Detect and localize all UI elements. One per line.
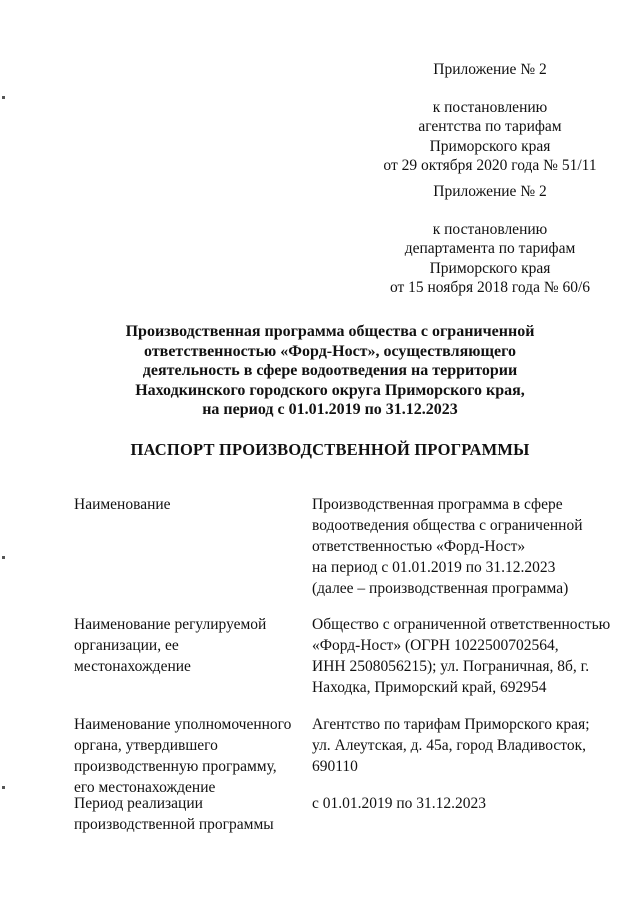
- title-line: деятельность в сфере водоотведения на территории: [142, 362, 518, 379]
- passport-heading: ПАСПОРТ ПРОИЗВОДСТВЕННОЙ ПРОГРАММЫ: [130, 440, 530, 459]
- appendix-line: от 15 ноября 2018 года № 60/6: [389, 279, 591, 296]
- appendix-line: Приморского края: [429, 259, 551, 277]
- label-line: производственную программу,: [74, 758, 277, 775]
- value-line: Агентство по тарифам Приморского края;: [312, 716, 590, 733]
- document-title: [60, 322, 600, 420]
- appendix-line: агентства по тарифам: [418, 118, 562, 135]
- value-line: Производственная программа в сфере: [312, 496, 563, 513]
- label-line: Наименование: [74, 496, 171, 513]
- value-line: «Форд-Ност» (ОГРН 1022500702564,: [312, 637, 559, 654]
- row-value: [312, 793, 612, 814]
- label-line: Наименование регулируемой: [74, 616, 267, 633]
- appendix-header-original: [360, 182, 620, 298]
- label-line: Наименование уполномоченного: [74, 716, 292, 733]
- row-label: [74, 793, 299, 835]
- label-line: его местонахождение: [74, 779, 216, 796]
- row-label: [74, 494, 299, 515]
- scan-mark: [2, 786, 5, 789]
- label-line: органа, утвердившего: [74, 737, 218, 754]
- value-line: (далее – производственная программа): [312, 580, 569, 597]
- row-value: [312, 494, 612, 599]
- appendix-line: к постановлению: [432, 98, 548, 116]
- value-line: водоотведения общества с ограниченной: [312, 517, 583, 534]
- label-line: производственной программы: [74, 816, 274, 833]
- appendix-header-current: [360, 60, 620, 176]
- row-value: [312, 614, 612, 698]
- value-line: 690110: [312, 758, 358, 775]
- value-line: Общество с ограниченной ответственностью: [312, 616, 611, 633]
- label-line: Период реализации: [74, 795, 203, 812]
- appendix-line: Приморского края: [429, 137, 551, 155]
- row-label: [74, 614, 299, 677]
- title-line: Находкинского городского округа Приморского края,: [135, 381, 525, 399]
- appendix-title: Приложение № 2: [433, 61, 547, 78]
- value-line: ответственностью «Форд-Ност»: [312, 538, 526, 555]
- scan-mark: [2, 556, 5, 559]
- title-line: Производственная программа общества с ограниченной: [125, 323, 535, 340]
- appendix-line: к постановлению: [432, 220, 548, 238]
- appendix-line: департамента по тарифам: [404, 240, 576, 257]
- scan-mark: [2, 96, 5, 99]
- value-line: на период с 01.01.2019 по 31.12.2023: [312, 559, 556, 576]
- label-line: местонахождение: [74, 658, 191, 675]
- value-line: с 01.01.2019 по 31.12.2023: [312, 795, 487, 812]
- value-line: Находка, Приморский край, 692954: [312, 679, 547, 696]
- title-line: ответственностью «Форд-Ност», осуществляющего: [144, 342, 516, 360]
- row-value: [312, 714, 612, 777]
- value-line: ИНН 2508056215); ул. Пограничная, 8б, г.: [312, 658, 590, 675]
- appendix-line: от 29 октября 2020 года № 51/11: [383, 157, 597, 174]
- value-line: ул. Алеутская, д. 45а, город Владивосток,: [312, 737, 587, 754]
- appendix-title: Приложение № 2: [433, 183, 547, 200]
- row-label: [74, 714, 299, 798]
- label-line: организации, ее: [74, 637, 179, 654]
- title-line: на период с 01.01.2019 по 31.12.2023: [202, 401, 458, 418]
